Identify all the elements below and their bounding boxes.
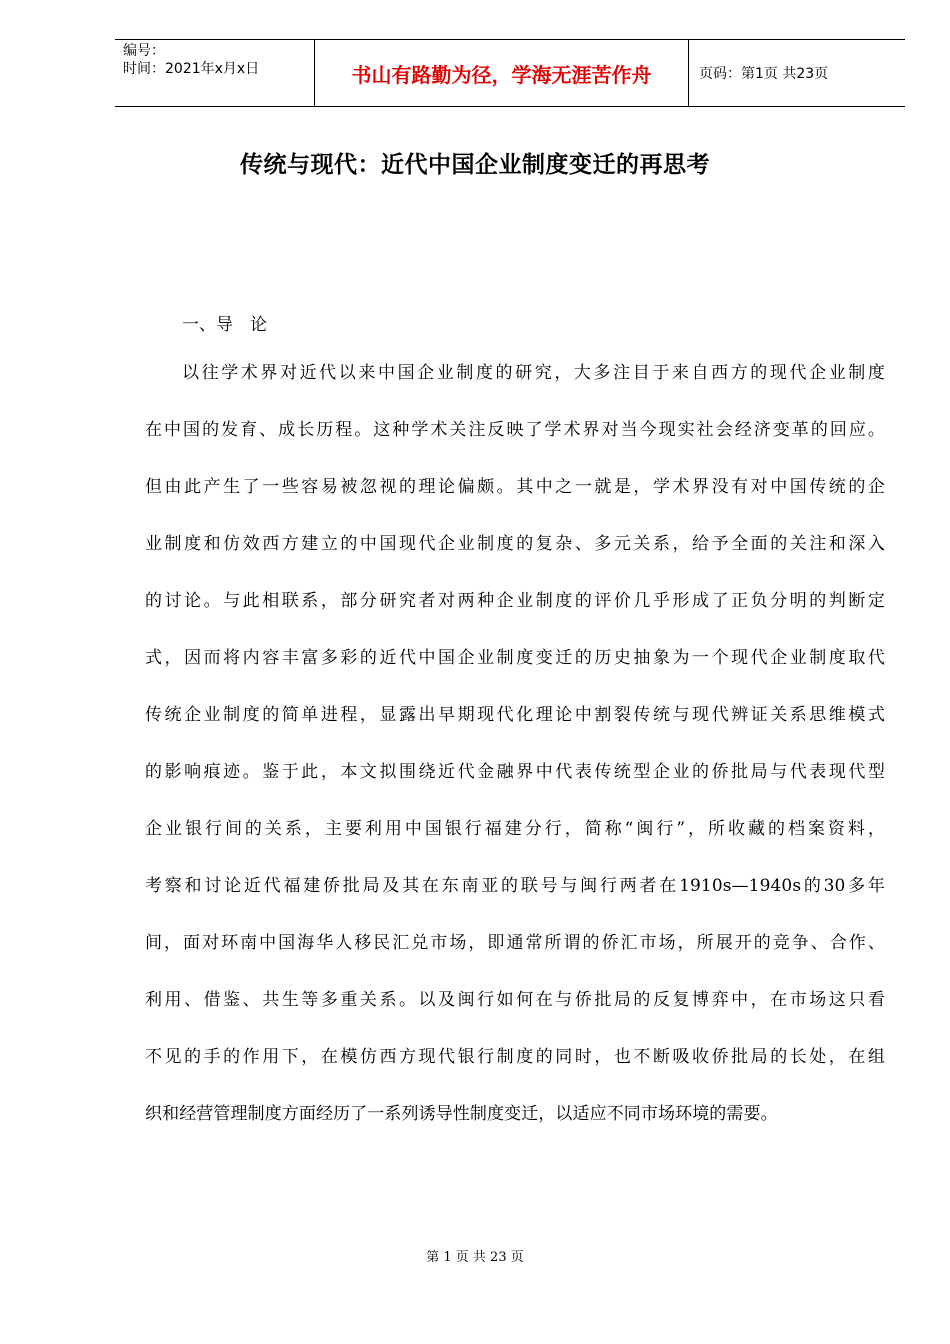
paragraph-line: 传统企业制度的简单进程，显露出早期现代化理论中割裂传统与现代辨证关系思维模式	[145, 705, 885, 725]
document-title: 传统与现代：近代中国企业制度变迁的再思考	[240, 152, 710, 178]
paragraph-line: 不见的手的作用下，在模仿西方现代银行制度的同时，也不断吸收侨批局的长处，在组	[145, 1047, 885, 1067]
paragraph-line: 在中国的发育、成长历程。这种学术关注反映了学术界对当今现实社会经济变革的回应。	[145, 420, 885, 440]
paragraph-line: 的影响痕迹。鉴于此，本文拟围绕近代金融界中代表传统型企业的侨批局与代表现代型	[145, 762, 885, 782]
header-table	[115, 39, 905, 107]
paragraph-line: 但由此产生了一些容易被忽视的理论偏颇。其中之一就是，学术界没有对中国传统的企	[145, 477, 885, 497]
paragraph-line: 利用、借鉴、共生等多重关系。以及闽行如何在与侨批局的反复博弈中，在市场这只看	[145, 990, 885, 1010]
paragraph-line: 考察和讨论近代福建侨批局及其在东南亚的联号与闽行两者在1910s—1940s的30多年	[145, 876, 885, 896]
document-time-label: 时间：2021年x月x日	[123, 61, 260, 77]
paragraph-line: 以往学术界对近代以来中国企业制度的研究，大多注目于来自西方的现代企业制度	[182, 363, 885, 383]
header-motto-cell	[315, 40, 689, 106]
header-motto: 书山有路勤为径，学海无涯苦作舟	[351, 62, 652, 87]
paragraph-line: 式，因而将内容丰富多彩的近代中国企业制度变迁的历史抽象为一个现代企业制度取代	[145, 648, 885, 668]
paragraph-line: 间，面对环南中国海华人移民汇兑市场，即通常所谓的侨汇市场，所展开的竞争、合作、	[145, 933, 885, 953]
paragraph-line: 织和经营管理制度方面经历了一系列诱导性制度变迁，以适应不同市场环境的需要。	[145, 1104, 778, 1124]
section-heading: 一、导 论	[182, 315, 267, 335]
header-page-info: 页码：第1页 共23页	[699, 66, 829, 82]
page-footer: 第 1 页 共 23 页	[426, 1250, 524, 1265]
paragraph-line: 业制度和仿效西方建立的中国现代企业制度的复杂、多元关系，给予全面的关注和深入	[145, 534, 885, 554]
paragraph-line: 的讨论。与此相联系，部分研究者对两种企业制度的评价几乎形成了正负分明的判断定	[145, 591, 885, 611]
document-number-label: 编号：	[123, 43, 165, 59]
body-paragraph	[145, 352, 885, 1150]
paragraph-line: 企业银行间的关系，主要利用中国银行福建分行，简称“闽行”，所收藏的档案资料，	[145, 819, 885, 839]
header-info-cell	[115, 40, 315, 106]
header-page-cell	[689, 40, 905, 106]
